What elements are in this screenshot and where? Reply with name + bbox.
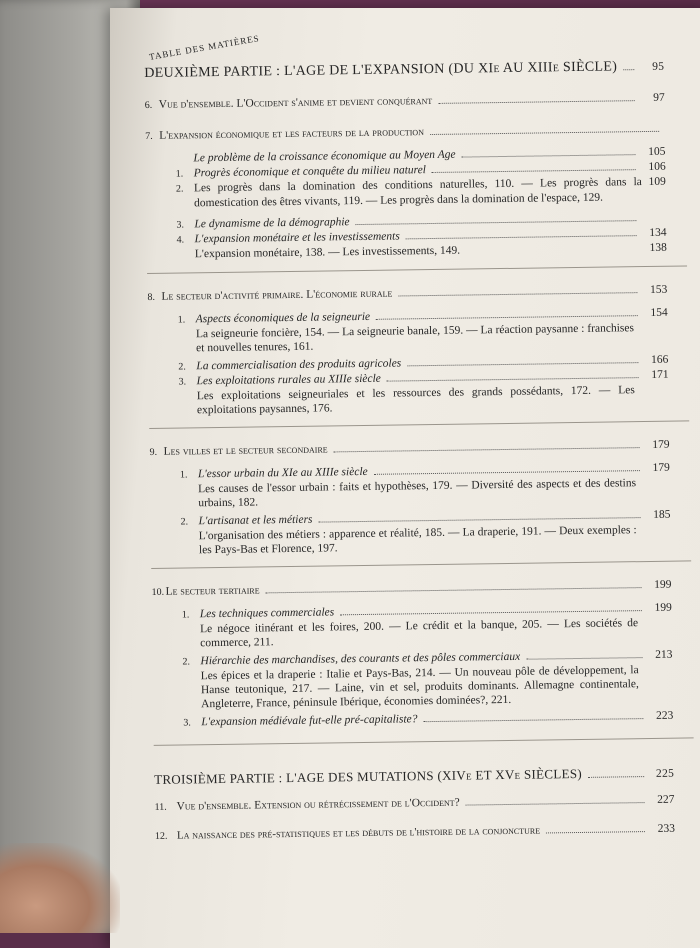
page-header: TABLE DES MATIÈRES xyxy=(148,33,261,62)
section-title: L'artisanat et les métiers xyxy=(198,513,313,528)
dot-leader xyxy=(423,718,643,722)
dot-leader xyxy=(340,610,642,615)
chapter-12 xyxy=(155,822,675,844)
chapter-8 xyxy=(147,283,667,305)
dot-leader xyxy=(462,154,636,157)
chapter-number: 7. xyxy=(145,130,153,142)
page-number: 134 xyxy=(649,226,667,239)
dot-leader xyxy=(334,447,640,452)
page-number: 109 xyxy=(648,175,666,188)
chapter-title: Le secteur d'activité primaire. L'économie rurale xyxy=(161,287,393,303)
dot-leader xyxy=(398,292,637,296)
dot-leader xyxy=(623,69,634,70)
section-number: 1. xyxy=(175,168,184,180)
chapter-title: La naissance des pré-statistiques et les débuts de l'histoire de la conjoncture xyxy=(176,824,541,842)
section-number: 2. xyxy=(178,361,186,373)
chapter-number: 8. xyxy=(147,291,156,303)
section-description: L'expansion monétaire, 138. — Les investissements, 149. xyxy=(194,244,461,261)
chapter-6 xyxy=(145,91,665,113)
section-title: L'expansion médiévale fut-elle pré-capitaliste? xyxy=(201,713,418,729)
dot-leader xyxy=(432,169,636,173)
page-number: 106 xyxy=(648,160,666,173)
section-title: Hiérarchie des marchandises, des courants et des pôles commerciaux xyxy=(200,650,521,668)
dot-leader xyxy=(466,802,645,805)
section-title: Le problème de la croissance économique au Moyen Age xyxy=(193,148,456,165)
right-page xyxy=(110,8,700,948)
part-heading xyxy=(154,765,674,788)
chapter-number: 6. xyxy=(144,99,153,111)
part-heading xyxy=(144,59,664,82)
dot-leader xyxy=(406,235,637,239)
section-number: 1. xyxy=(181,609,190,621)
page-number: 179 xyxy=(652,461,670,474)
section-title: Les exploitations rurales au XIIIe siècle xyxy=(196,372,381,388)
section-description: La seigneurie foncière, 154. — La seigneurie banale, 159. — La réaction paysanne : franchises et nouvelles tenures, 161. xyxy=(195,322,634,355)
dot-leader xyxy=(430,131,659,135)
section-number: 2. xyxy=(175,183,184,195)
dot-leader xyxy=(588,776,644,778)
page-number: 199 xyxy=(654,578,672,591)
chapter-10 xyxy=(151,578,671,600)
section-description: Les exploitations seigneuriales et les ressources des grands possédants, 172. — Les exploitations paysannes, 176. xyxy=(196,384,635,417)
chapter-title: L'expansion économique et les facteurs de la production xyxy=(159,126,425,142)
dot-leader xyxy=(407,362,638,366)
dot-leader xyxy=(356,220,637,225)
section-number: 4. xyxy=(176,234,185,246)
page-number: 223 xyxy=(655,709,674,722)
divider xyxy=(149,420,689,429)
dot-leader xyxy=(374,470,640,475)
page-number: 171 xyxy=(651,368,669,381)
section-title: Le dynamisme de la démographie xyxy=(194,216,350,231)
dot-leader xyxy=(546,831,645,833)
page-number: 213 xyxy=(655,648,673,661)
section-description: Le négoce itinérant et les foires, 200. — Le crédit et la banque, 205. — Les sociétés de commerce, 211. xyxy=(199,617,639,650)
page-number: 233 xyxy=(657,822,675,835)
section-number: 1. xyxy=(177,314,186,326)
thumb xyxy=(0,843,120,933)
chapter-title: Vue d'ensemble. Extension ou rétrécissement de l'Occident? xyxy=(176,796,460,813)
section-number: 3. xyxy=(178,376,187,388)
page-number: 179 xyxy=(652,438,670,451)
section-entry xyxy=(146,175,666,212)
divider xyxy=(154,737,694,746)
dot-leader xyxy=(266,587,642,593)
page-number: 97 xyxy=(653,91,665,104)
section-description: Les progrès dans la domination des conditions naturelles, 110. — Les progrès dans la domestication des êtres vivants, 119. — Les progrès dans la domination de l'espace, 129. xyxy=(193,176,642,210)
page-number: 153 xyxy=(650,283,668,296)
part-title: DEUXIÈME PARTIE : L'AGE DE L'EXPANSION (DU XIe AU XIIIe SIÈCLE) xyxy=(144,59,618,81)
page-number: 199 xyxy=(654,601,672,614)
section-number: 3. xyxy=(183,717,191,729)
dot-leader xyxy=(319,517,641,522)
section-number: 2. xyxy=(182,656,191,668)
section-title: L'essor urbain du XIe au XIIIe siècle xyxy=(197,465,368,481)
section-description: L'organisation des métiers : apparence et réalité, 185. — La draperie, 191. — Deux exemples : les Pays-Bas et Florence, 197. xyxy=(198,524,637,557)
table-of-contents xyxy=(144,33,675,844)
dot-leader xyxy=(438,100,634,104)
dot-leader xyxy=(387,377,639,382)
chapter-number: 11. xyxy=(154,801,167,813)
section-title: Les techniques commerciales xyxy=(199,606,335,621)
section-number: 2. xyxy=(180,516,189,528)
section-number: 1. xyxy=(179,469,188,481)
section-title: Progrès économique et conquête du milieu naturel xyxy=(193,164,427,180)
section-title: La commercialisation des produits agricoles xyxy=(196,357,402,373)
divider xyxy=(147,265,687,274)
chapter-title: Les villes et le secteur secondaire xyxy=(163,443,328,458)
chapter-9 xyxy=(149,438,669,460)
section-title: Aspects économiques de la seigneurie xyxy=(195,310,371,326)
page-number: 154 xyxy=(650,306,668,319)
page-number: 105 xyxy=(648,145,666,158)
page-number: 225 xyxy=(655,767,675,780)
part-title: TROISIÈME PARTIE : L'AGE DES MUTATIONS (XIVe ET XVe SIÈCLES) xyxy=(154,765,583,787)
page-number: 95 xyxy=(652,60,665,73)
page-number: 227 xyxy=(657,793,675,806)
section-entry xyxy=(153,709,673,731)
section-title: L'expansion monétaire et les investissements xyxy=(194,230,400,246)
chapter-7 xyxy=(145,122,665,144)
chapter-title: Le secteur tertiaire xyxy=(165,584,260,598)
section-number: 3. xyxy=(176,219,184,231)
chapter-number: 10. xyxy=(151,586,165,598)
section-description: Les causes de l'essor urbain : faits et hypothèses, 179. — Diversité des aspects et des destins urbains, 182. xyxy=(198,477,637,510)
chapter-11 xyxy=(154,793,674,815)
section-description: Les épices et la draperie : Italie et Pays-Bas, 214. — Un nouveau pôle de développement, la Hanse teutonique, 217. — Laine, vin et sel, produits dominants. Allemagne continentale, Angleterre, France, péninsule Ibérique, économies dominées?, 221. xyxy=(200,664,639,711)
dot-leader xyxy=(526,657,642,660)
page-number: 166 xyxy=(651,353,669,366)
dot-leader xyxy=(376,315,638,320)
divider xyxy=(151,560,691,569)
chapter-number: 9. xyxy=(149,446,158,458)
page-number: 185 xyxy=(653,508,671,521)
chapter-number: 12. xyxy=(154,830,168,842)
page-number: 138 xyxy=(649,241,667,254)
chapter-title: Vue d'ensemble. L'Occident s'anime et devient conquérant xyxy=(158,94,433,111)
